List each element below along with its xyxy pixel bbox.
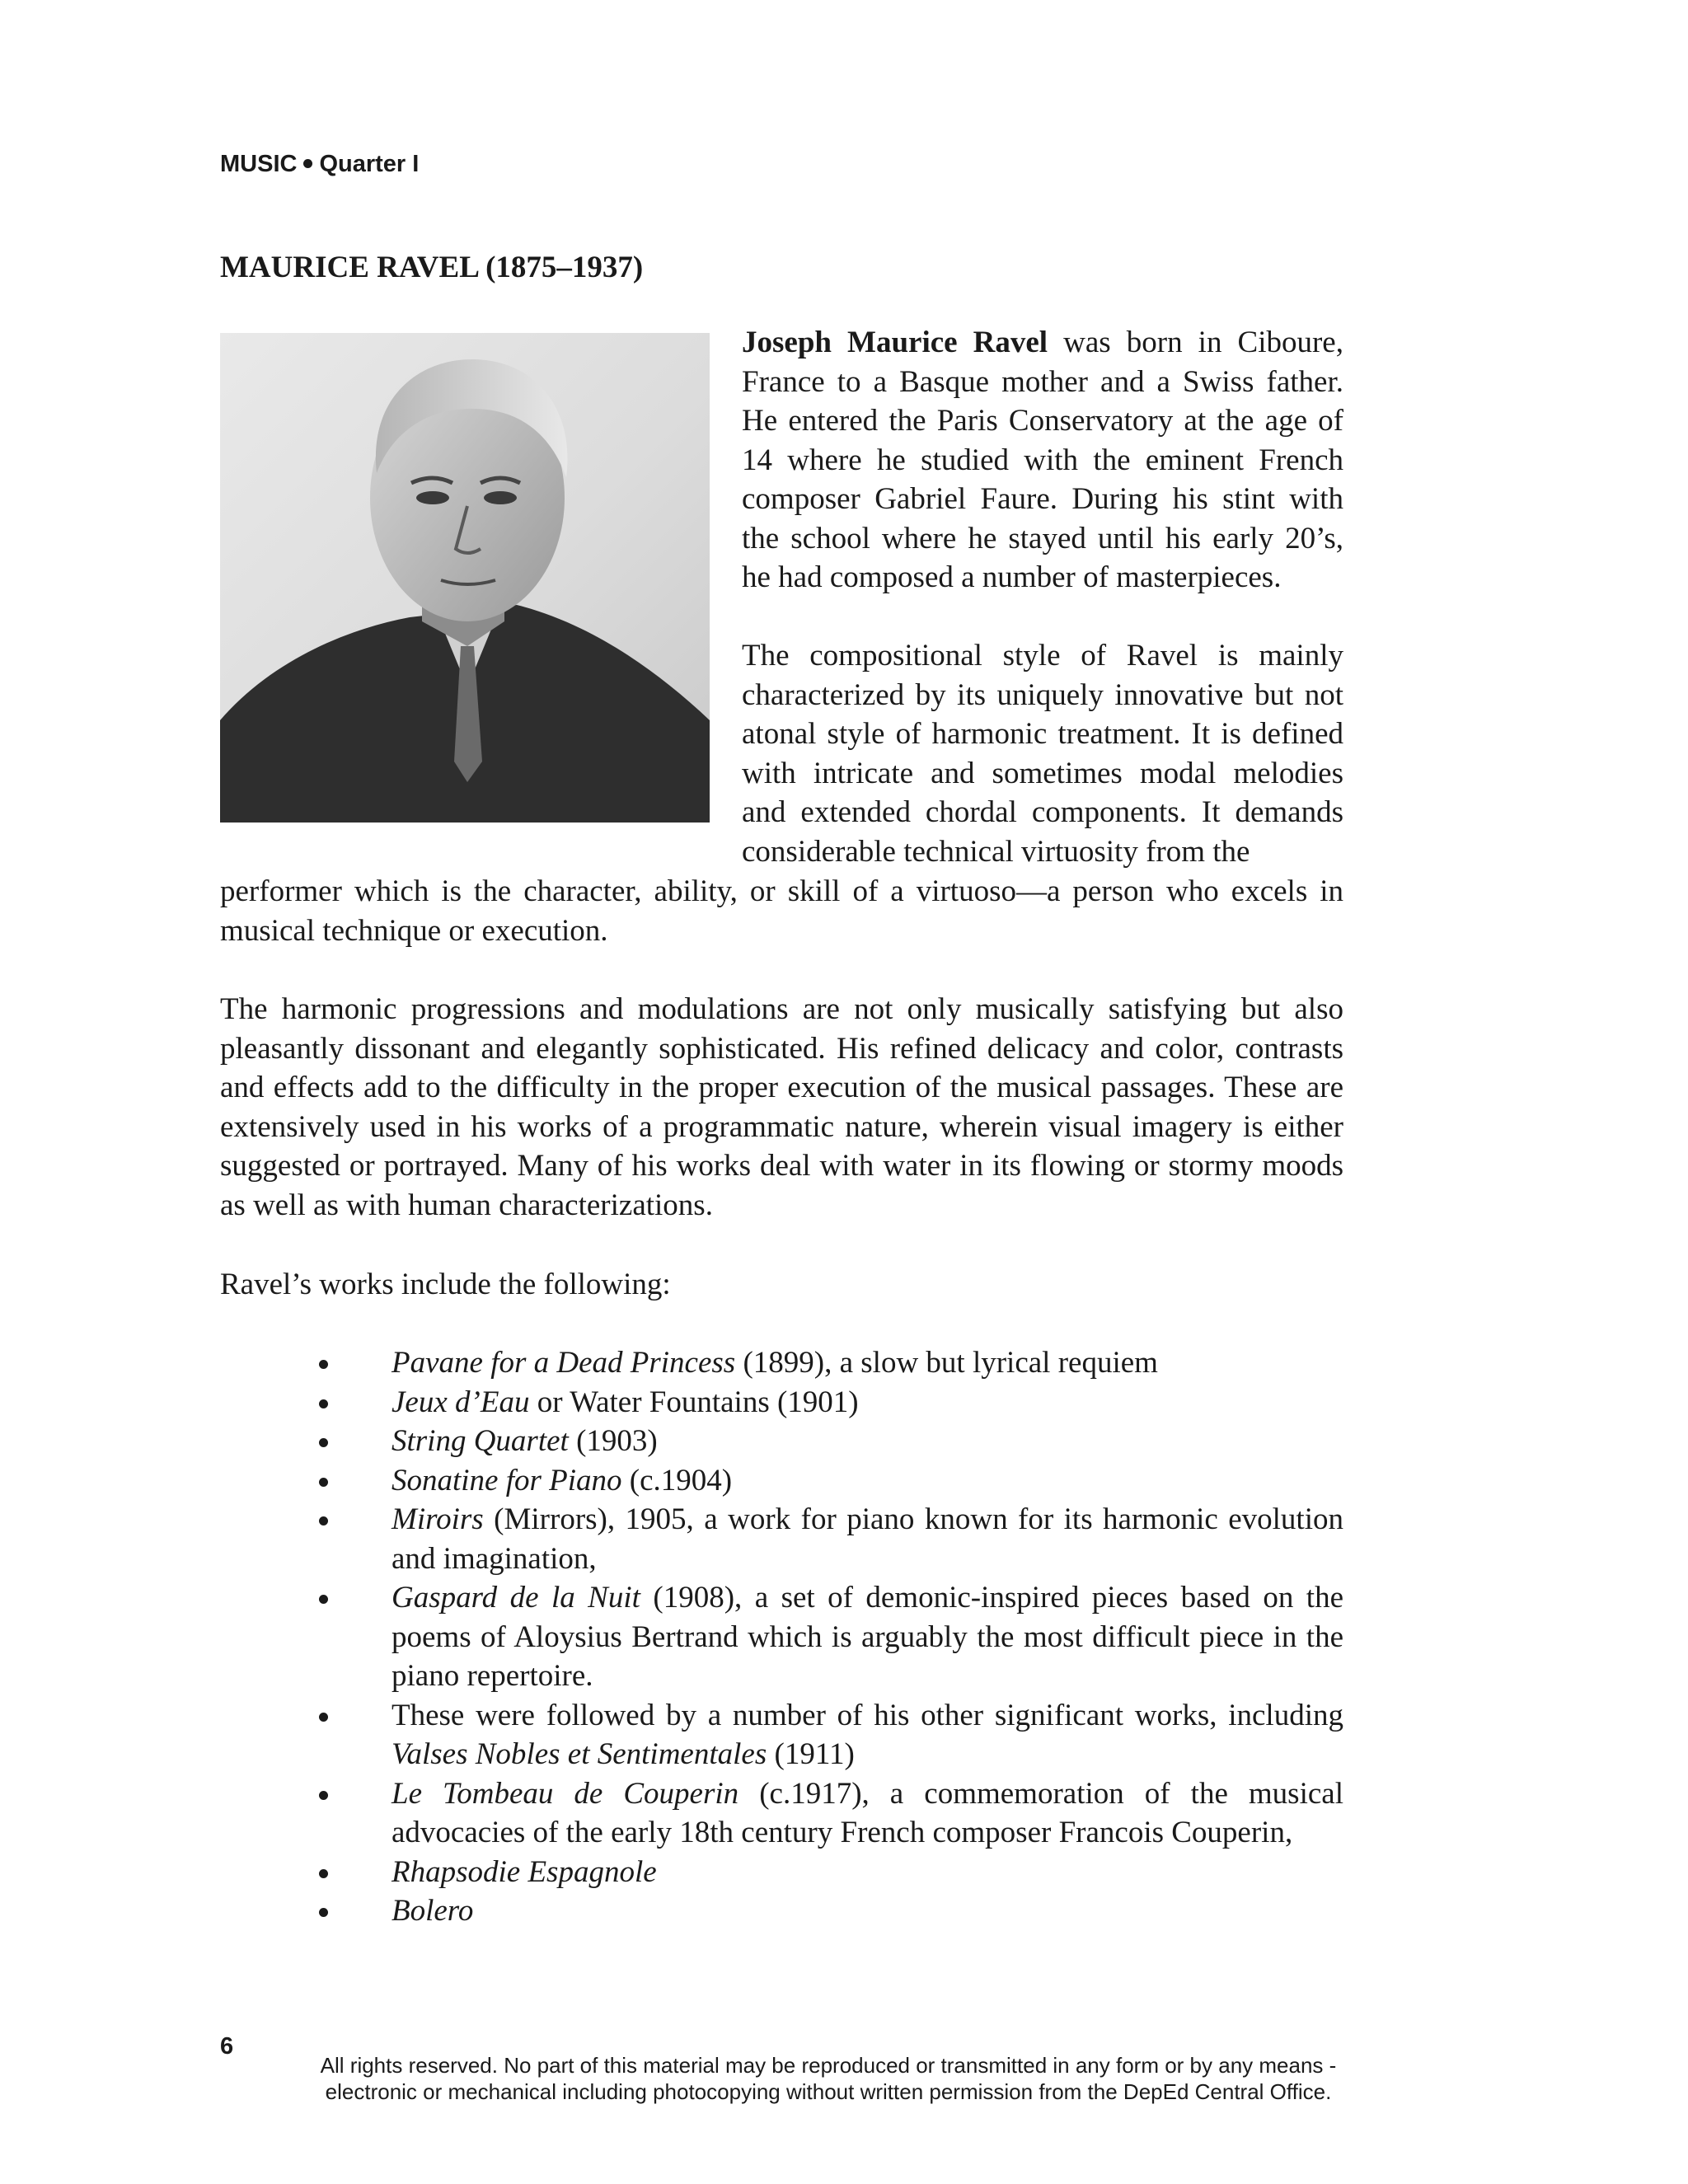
work-description: or Water Fountains (1901) [529, 1385, 859, 1419]
header-subject: MUSIC [220, 151, 298, 177]
footer-line-2: electronic or mechanical including photocopying without written permission from the DepEd Central Office. [325, 2079, 1332, 2104]
work-description: (1908), a set of demonic-inspired pieces based on the poems of Aloysius Bertrand which is arguably the most difficult piece in the piano repertoire. [392, 1581, 1343, 1693]
list-item [309, 1578, 1343, 1696]
work-title: Miroirs [392, 1502, 484, 1536]
list-item [309, 1461, 1343, 1501]
bullet-icon [319, 1438, 328, 1447]
work-title: Valses Nobles et Sentimentales [392, 1737, 767, 1771]
section-title: MAURICE RAVEL (1875–1937) [220, 251, 644, 284]
work-description: (c.1904) [621, 1463, 733, 1497]
style-paragraph-continued: performer which is the character, ability, or skill of a virtuoso—a person who excels in musical technique or execution. [220, 874, 1343, 948]
work-title: Jeux d’Eau [392, 1385, 530, 1419]
work-title: String Quartet [392, 1424, 569, 1458]
list-item [309, 1774, 1343, 1853]
works-list [309, 1343, 1343, 1931]
list-item [309, 1696, 1343, 1774]
style-paragraph: The compositional style of Ravel is mainly characterized by its uniquely innovative but not atonal style of harmonic treatment. It is defined with intricate and sometimes modal melodies and extended chordal components. It demands considerable technical virtuosity from the [742, 639, 1343, 869]
list-item [309, 1500, 1343, 1578]
works-intro: Ravel’s works include the following: [220, 1268, 671, 1301]
header-quarter: Quarter I [319, 151, 420, 177]
intro-paragraph [742, 323, 1343, 598]
work-prefix: These were followed by a number of his other significant works, including [392, 1698, 1343, 1732]
portrait-illustration [220, 333, 710, 823]
work-description: (1903) [568, 1424, 658, 1458]
intro-name: Joseph Maurice Ravel [742, 326, 1048, 359]
list-item [309, 1383, 1343, 1422]
work-title: Rhapsodie Espagnole [392, 1854, 657, 1889]
work-title: Pavane for a Dead Princess [392, 1346, 736, 1380]
work-title: Gaspard de la Nuit [392, 1581, 640, 1615]
copyright-footer [280, 2052, 1376, 2105]
bullet-icon [319, 1791, 328, 1800]
work-description: (Mirrors), 1905, a work for piano known for its harmonic evolution and imagination, [392, 1502, 1343, 1576]
work-description: (1899), a slow but lyrical requiem [735, 1346, 1158, 1380]
bullet-separator-icon [303, 159, 312, 168]
portrait-image [220, 333, 710, 823]
bullet-icon [319, 1360, 328, 1369]
work-title: Bolero [392, 1894, 474, 1928]
footer-line-1: All rights reserved. No part of this material may be reproduced or transmitted in any form or by any means - [320, 2053, 1337, 2078]
work-description: (c.1917), a commemoration of the musical advocacies of the early 18th century French composer Francois Couperin, [392, 1776, 1343, 1849]
work-title: Le Tombeau de Couperin [392, 1776, 739, 1811]
work-title: Sonatine for Piano [392, 1463, 622, 1497]
list-item [309, 1853, 1343, 1892]
bullet-icon [319, 1399, 328, 1408]
bullet-icon [319, 1869, 328, 1878]
bullet-icon [319, 1516, 328, 1526]
intro-text: was born in Ciboure, France to a Basque mother and a Swiss father. He entered the Paris Conservatory at the age of 14 where he studied with the eminent French composer Gabriel Faure. During his stint with the school where he stayed until his early 20’s, he had composed a number of masterpieces. [742, 326, 1343, 594]
list-item [309, 1891, 1343, 1931]
list-item [309, 1343, 1343, 1383]
harmony-paragraph: The harmonic progressions and modulations are not only musically satisfying but also pleasantly dissonant and elegantly sophisticated. His refined delicacy and color, contrasts and effects add to the difficulty in the proper execution of the musical passages. These are extensively used in his works of a programmatic nature, wherein visual imagery is either suggested or portrayed. Many of his works deal with water in its flowing or stormy moods as well as with human characterizations. [220, 992, 1343, 1222]
list-item [309, 1422, 1343, 1461]
page-header [220, 151, 419, 178]
work-description: (1911) [767, 1737, 855, 1771]
bullet-icon [319, 1908, 328, 1917]
bullet-icon [319, 1595, 328, 1604]
bullet-icon [319, 1478, 328, 1487]
bullet-icon [319, 1713, 328, 1722]
page-number: 6 [220, 2033, 234, 2060]
